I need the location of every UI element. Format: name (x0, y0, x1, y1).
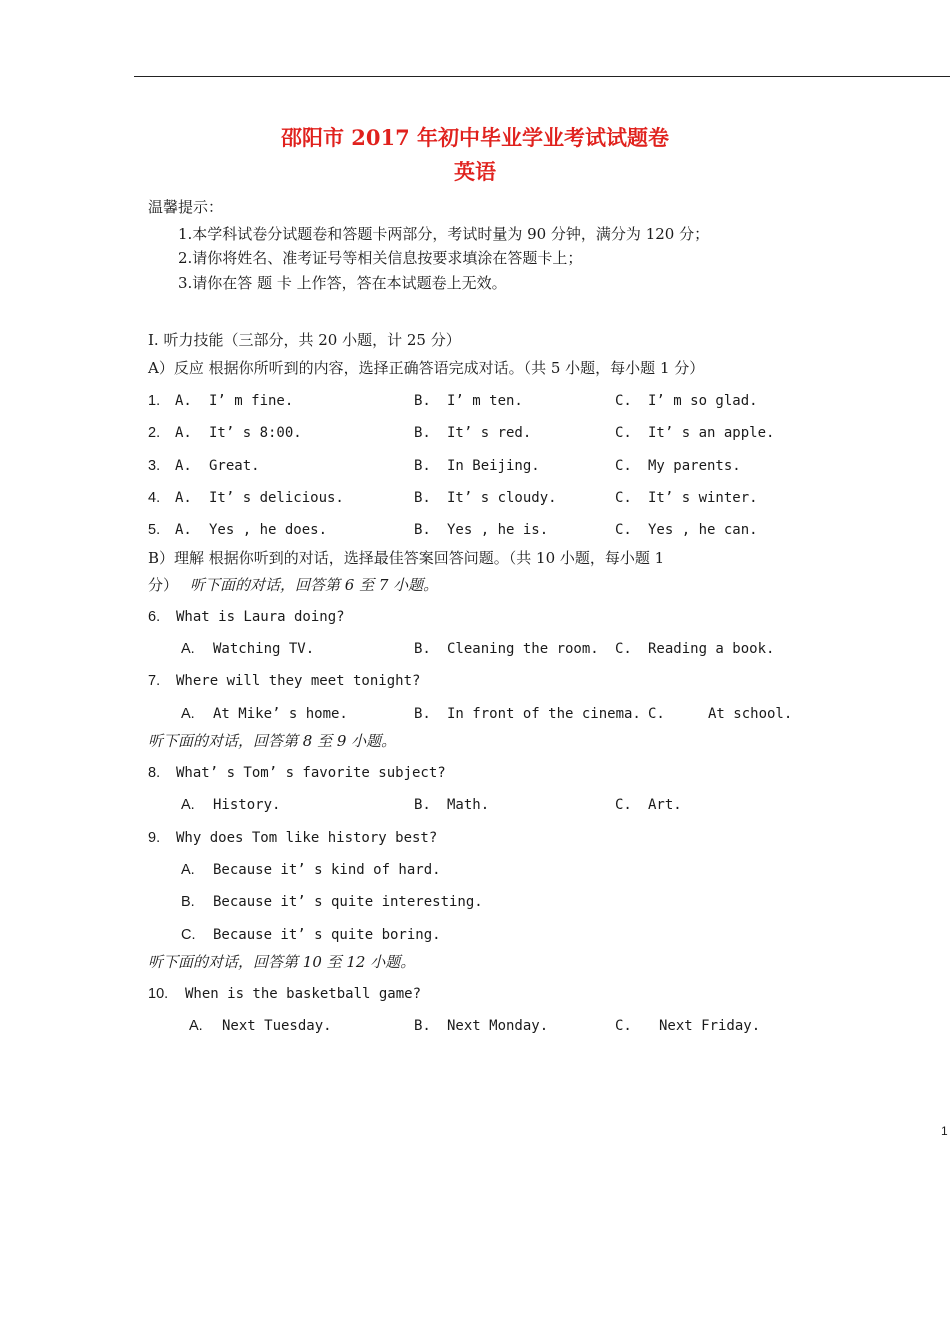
option-c: Reading a book. (648, 641, 775, 657)
listen-instruction-10-12: 听下面的对话，回答第 10 至 12 小题。 (148, 953, 416, 971)
option-letter-c: C. (648, 706, 665, 722)
option-a: Next Tuesday. (222, 1018, 332, 1034)
question-text: Where will they meet tonight? (176, 673, 421, 689)
option-letter-a: A. (181, 797, 195, 813)
option-a: Because it’ s kind of hard. (213, 862, 441, 878)
option-letter-a: A. (189, 1018, 203, 1034)
option-letter-a: A. (181, 641, 195, 657)
option-c: It’ s winter. (648, 490, 758, 506)
option-letter-b: B. (414, 706, 431, 722)
option-c: My parents. (648, 458, 741, 474)
option-a: I’ m fine. (209, 393, 294, 409)
option-letter-c: C. (615, 641, 632, 657)
option-letter-c: C. (615, 425, 632, 441)
header-rule (134, 76, 950, 77)
option-letter-b: B. (414, 425, 431, 441)
option-a: Watching TV. (213, 641, 315, 657)
part-b-instruction-cont: 分） (148, 576, 179, 594)
option-c: Yes , he can. (648, 522, 758, 538)
question-number: 3. (148, 458, 161, 474)
option-letter-b: B. (414, 1018, 431, 1034)
option-b: Next Monday. (447, 1018, 549, 1034)
option-b: Because it’ s quite interesting. (213, 894, 483, 910)
question-text: What is Laura doing? (176, 609, 345, 625)
option-b: Math. (447, 797, 490, 813)
option-b: Cleaning the room. (447, 641, 599, 657)
option-letter-a: A. (175, 425, 192, 441)
option-a: Great. (209, 458, 260, 474)
option-c: Next Friday. (659, 1018, 761, 1034)
tip-item-3: 3.请你在答 题 卡 上作答，答在本试题卷上无效。 (178, 274, 507, 292)
option-letter-b: B. (181, 894, 195, 910)
option-letter-b: B. (414, 522, 431, 538)
option-c: It’ s an apple. (648, 425, 775, 441)
question-text: When is the basketball game? (185, 986, 422, 1002)
option-letter-a: A. (181, 706, 195, 722)
tips-label: 温馨提示： (148, 198, 224, 216)
question-text: What’ s Tom’ s favorite subject? (176, 765, 446, 781)
question-number: 8. (148, 765, 161, 781)
option-c: At school. (708, 706, 793, 722)
question-number: 2. (148, 425, 161, 441)
option-letter-c: C. (615, 522, 632, 538)
option-letter-a: A. (175, 490, 192, 506)
option-a: History. (213, 797, 281, 813)
option-b: I’ m ten. (447, 393, 523, 409)
question-number: 9. (148, 830, 161, 846)
option-a: At Mike’ s home. (213, 706, 348, 722)
option-c: I’ m so glad. (648, 393, 758, 409)
option-letter-b: B. (414, 797, 431, 813)
option-a: It’ s delicious. (209, 490, 344, 506)
page-number: 1 (941, 1124, 948, 1138)
option-letter-c: C. (615, 797, 632, 813)
section-heading: Ⅰ. 听力技能（三部分，共 20 小题，计 25 分） (148, 331, 461, 349)
option-letter-a: A. (175, 393, 192, 409)
option-c: Because it’ s quite boring. (213, 927, 441, 943)
option-letter-a: A. (175, 522, 192, 538)
option-b: Yes , he is. (447, 522, 549, 538)
part-a-instruction: A）反应 根据你所听到的内容，选择正确答语完成对话。（共 5 小题，每小题 1 分） (148, 359, 705, 377)
listen-instruction-8-9: 听下面的对话，回答第 8 至 9 小题。 (148, 732, 397, 750)
tip-item-2: 2.请你将姓名、准考证号等相关信息按要求填涂在答题卡上； (178, 249, 583, 267)
listen-instruction-6-7: 听下面的对话，回答第 6 至 7 小题。 (190, 576, 439, 594)
option-letter-b: B. (414, 641, 431, 657)
tip-item-1: 1.本学科试卷分试题卷和答题卡两部分，考试时量为 90 分钟，满分为 120 分； (178, 225, 710, 243)
question-number: 1. (148, 393, 161, 409)
question-number: 4. (148, 490, 161, 506)
exam-subject: 英语 (454, 159, 496, 184)
question-number: 5. (148, 522, 161, 538)
option-letter-a: A. (175, 458, 192, 474)
question-number: 7. (148, 673, 161, 689)
option-letter-b: B. (414, 458, 431, 474)
question-text: Why does Tom like history best? (176, 830, 438, 846)
option-letter-c: C. (615, 458, 632, 474)
option-letter-c: C. (615, 490, 632, 506)
question-number: 10. (148, 986, 169, 1002)
exam-title: 邵阳市 2017 年初中毕业学业考试试题卷 (280, 125, 670, 150)
option-b: In Beijing. (447, 458, 540, 474)
option-a: It’ s 8:00. (209, 425, 302, 441)
option-b: It’ s red. (447, 425, 532, 441)
option-letter-c: C. (181, 927, 196, 943)
part-b-instruction: B）理解 根据你听到的对话，选择最佳答案回答问题。（共 10 小题，每小题 1 (148, 549, 665, 567)
question-number: 6. (148, 609, 161, 625)
option-c: Art. (648, 797, 682, 813)
option-letter-c: C. (615, 1018, 632, 1034)
option-b: It’ s cloudy. (447, 490, 557, 506)
option-a: Yes , he does. (209, 522, 328, 538)
option-letter-b: B. (414, 490, 431, 506)
option-b: In front of the cinema. (447, 706, 641, 722)
option-letter-c: C. (615, 393, 632, 409)
option-letter-a: A. (181, 862, 195, 878)
option-letter-b: B. (414, 393, 431, 409)
